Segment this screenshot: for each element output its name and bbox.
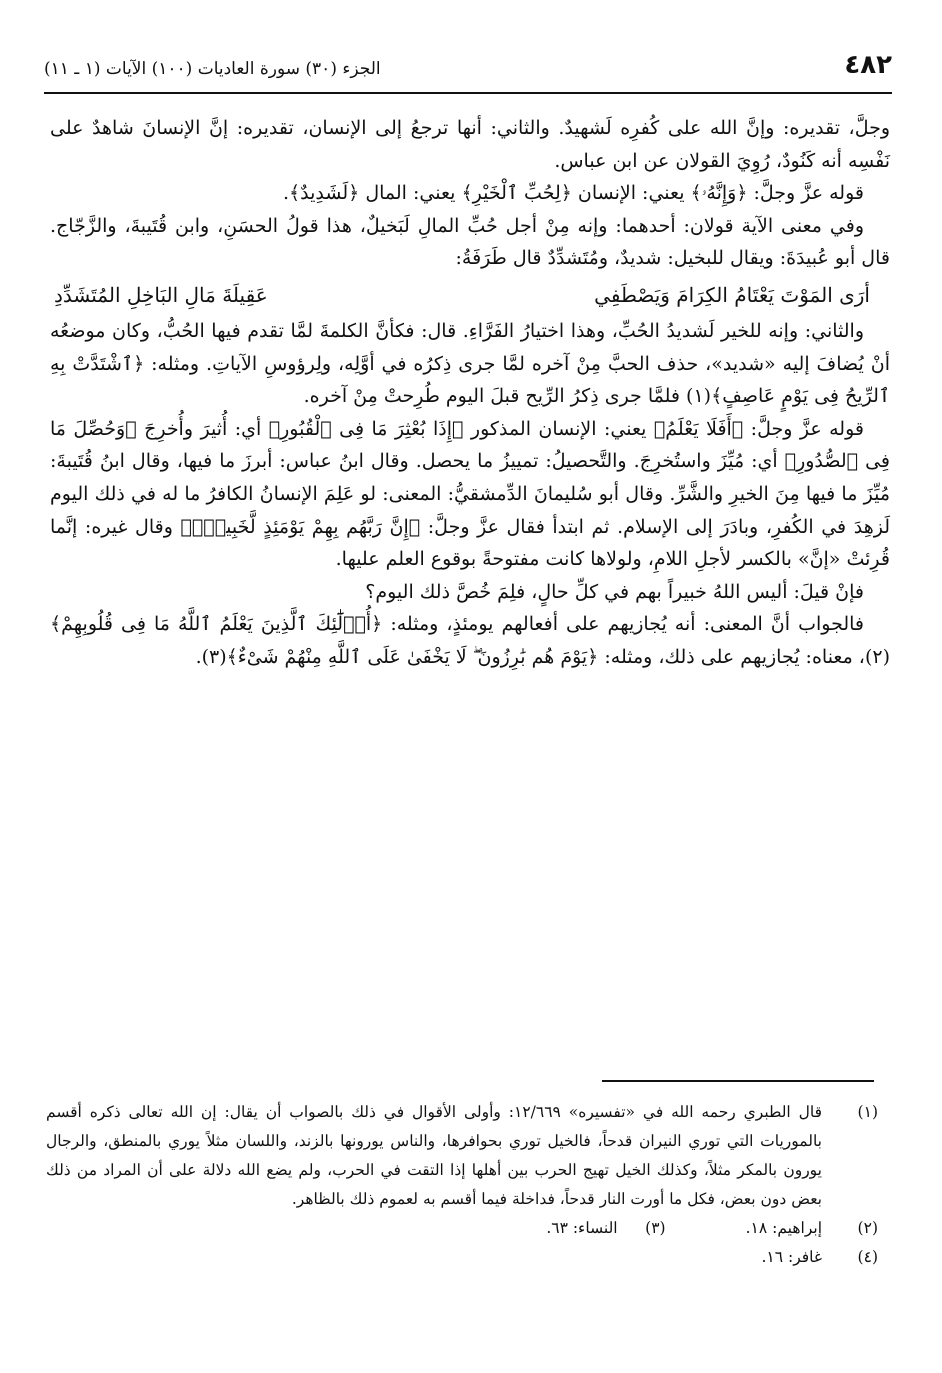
poetry-verse: [50, 277, 890, 313]
footnote-3: [546, 1214, 665, 1243]
paragraph: والثاني: وإنه للخير لَشديدُ الحُبِّ، وهذا اختيارُ الفَرَّاءِ. قال: فكأنَّ الكلمةَ لمَّا تقدم فيها الحُبُّ، وكان موضعُه أنْ يُضافَ إليه «شديد»، حذف الحبَّ مِنْ آخره لمَّا جرى ذِكرُه في أوَّلِه، ولِرؤوسِ الآياتِ. ومثله: ﴿ٱشْتَدَّتْ بِهِ ٱلرِّيحُ فِى يَوْمٍ عَاصِفٍ﴾(١) فلمَّا جرى ذِكرُ الرِّيح قبلَ اليوم طُرِحتْ مِنْ آخره.: [50, 319, 890, 408]
footnote-text: إبراهيم: ١٨.: [745, 1219, 822, 1237]
header-rule: [44, 92, 892, 94]
verse-right-hemistich: أرَى المَوْتَ يَعْتَامُ الكِرَامَ وَيَصْطَفِي: [594, 282, 870, 307]
footnote-number: (١): [857, 1103, 878, 1121]
running-head: الجزء (٣٠) سورة العاديات (١٠٠) الآيات (١ ـ ١١): [44, 59, 381, 79]
footnote-2: [746, 1214, 878, 1243]
footnotes-2-3: [46, 1214, 878, 1243]
footnotes: [46, 1098, 878, 1272]
paragraph: قوله عزَّ وجلَّ: ﴿أَفَلَا يَعْلَمُ﴾ يعني: الإنسان المذكور ﴿إِذَا بُعْثِرَ مَا فِى ٱلْقُبُورِ﴾ أي: أُثيرَ وأُخرِجَ ﴿وَحُصِّلَ مَا فِى ٱلصُّدُورِ﴾ أي: مُيِّزَ واستُخرِجَ. والتَّحصيلُ: تمييزُ ما يحصل. وقال ابنُ عباس: أبرزَ ما فيها، وقال ابنُ قُتَيبةَ: مُيِّزَ ما فيها مِنَ الخيرِ والشَّرِّ. وقال أبو سُليمانَ الدِّمشقيُّ: المعنى: لو عَلِمَ الإنسانُ الكافرُ ما له في ذلك اليوم لَزهِدَ في الكُفرِ، وبادَرَ إلى الإسلام. ثم ابتدأ فقال عزَّ وجلَّ: ﴿إِنَّ رَبَّهُم بِهِمْ يَوْمَئِذٍ لَّخَبِيرٌۢ﴾ وقال غيره: إنَّما قُرِئتْ «إنَّ» بالكسر لأجلِ اللامِ، ولولاها كانت مفتوحةً بوقوع العلم عليها.: [50, 417, 890, 571]
footnote-number: (٣): [645, 1219, 666, 1237]
footnote-text: غافر: ١٦.: [761, 1248, 822, 1266]
paragraph: قوله عزَّ وجلَّ: ﴿وَإِنَّهُۥ﴾ يعني: الإنسان ﴿لِحُبِّ ٱلْخَيْرِ﴾ يعني: المال ﴿لَشَدِيدٌ﴾.: [283, 182, 864, 205]
page-header: [44, 48, 892, 92]
footnote-separator: [602, 1080, 874, 1082]
footnote-text: قال الطبري رحمه الله في «تفسيره» ١٢/٦٦٩: وأولى الأقوال في ذلك بالصواب أن يقال: إن الله تعالى ذكره أقسم بالموريات التي توري النيران قدحاً، فالخيل توري بحوافرها، والناس يورونها بالزند، واللسان مثلاً يوري بالمنطق، والرجال يورون بالمكر مثلاً، وكذلك الخيل تهيج الحرب بين أهلها إذا التقت في الحرب، ولم يضع الله دلالة على أن المراد من ذلك بعض دون بعض، فكل ما أورت النار قدحاً، فداخلة فيما أقسم به لعموم ذلك بالظاهر.: [46, 1103, 823, 1208]
paragraph: وجلَّ، تقديره: وإنَّ الله على كُفرِه لَشهيدٌ. والثاني: أنها ترجعُ إلى الإنسان، تقديره: إنَّ الإنسانَ شاهدٌ على نَفْسِه أنه كَنُودٌ، رُوِيَ القولان عن ابن عباس.: [50, 117, 890, 172]
paragraph: وفي معنى الآية قولان: أحدهما: وإنه مِنْ أجل حُبِّ المالِ لَبَخيلٌ، هذا قولُ الحسَنِ، وابن قُتَيبةَ، والزَّجّاج. قال أبو عُبيدَةَ: ويقال للبخيل: شديدٌ، ومُتَشدِّدٌ قال طَرَفَةُ:: [50, 214, 890, 270]
footnote-number: (٤): [857, 1248, 878, 1266]
paragraph: فإنْ قيلَ: أليس اللهُ خبيراً بهم في كلِّ حالٍ، فلِمَ خُصَّ ذلك اليوم؟: [365, 580, 864, 603]
footnote-4: [46, 1243, 878, 1272]
page-number: ٤٨٢: [844, 50, 892, 80]
paragraph: فالجواب أنَّ المعنى: أنه يُجازيهم على أفعالهم يومئذٍ، ومثله: ﴿أُو۟لَٰٓئِكَ ٱلَّذِينَ يَعْلَمُ ٱللَّهُ مَا فِى قُلُوبِهِمْ﴾(٢)، معناه: يُجازيهم على ذلك، ومثله: ﴿يَوْمَ هُم بَٰرِزُونَ ۖ لَا يَخْفَىٰ عَلَى ٱللَّهِ مِنْهُمْ شَىْءٌ﴾(٣).: [50, 613, 890, 668]
footnote-text: النساء: ٦٣.: [546, 1219, 618, 1237]
footnote-1: [46, 1098, 878, 1214]
footnote-number: (٢): [857, 1219, 878, 1237]
verse-left-hemistich: عَقِيلَةَ مَالِ البَاخِلِ المُتَشَدِّدِ: [54, 282, 268, 307]
main-text: [50, 112, 890, 674]
